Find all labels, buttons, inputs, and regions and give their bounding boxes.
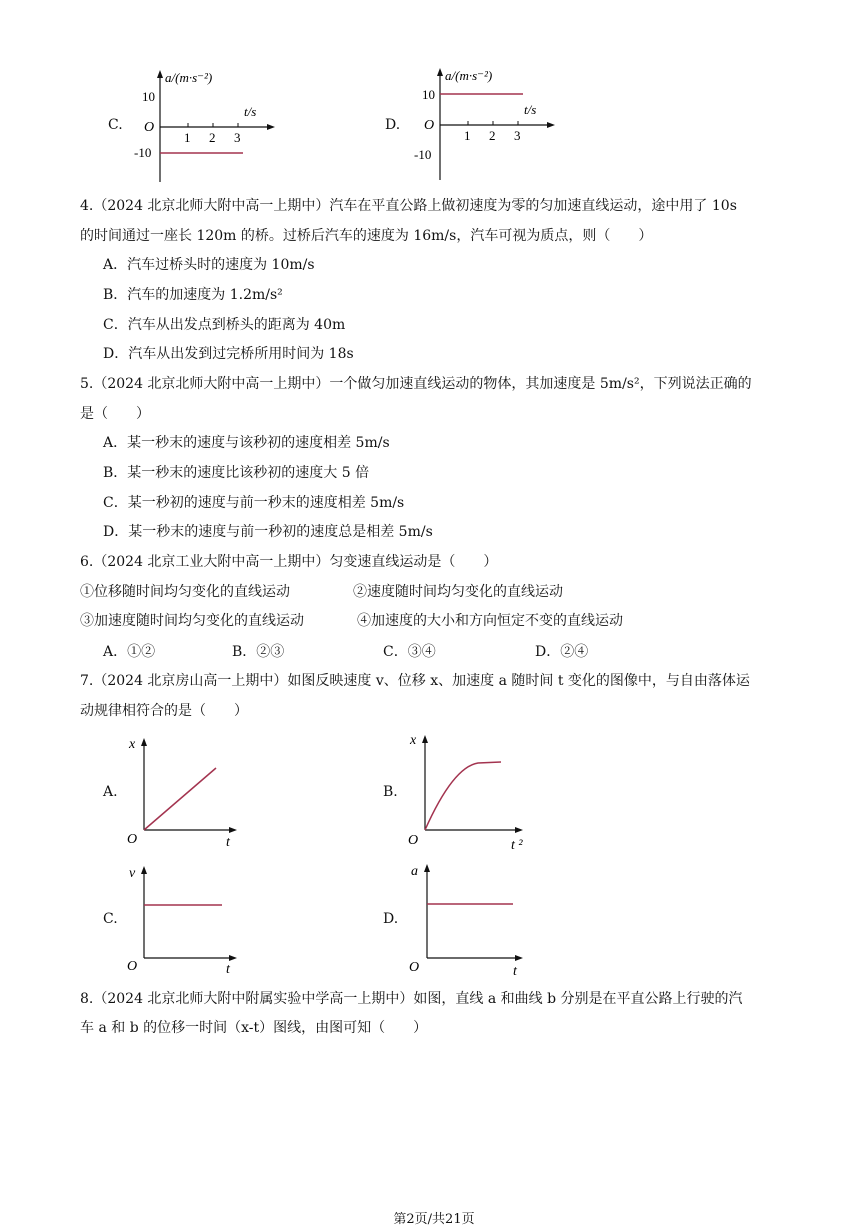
q7-option-c-label: C.	[103, 911, 118, 927]
q3d-ytick-10: 10	[422, 87, 435, 102]
q5-option-b: B．某一秒末的速度比该秒初的速度大 5 倍	[103, 465, 370, 481]
q7a-data-line	[144, 768, 216, 830]
q6-statement-4: ④加速度的大小和方向恒定不变的直线运动	[357, 613, 623, 629]
q5-stem-line1: 5.（2024 北京北师大附中高一上期中）一个做匀加速直线运动的物体，其加速度是 5m/s²，下列说法正确的	[80, 376, 752, 392]
q7-graph-c	[122, 860, 242, 978]
q3d-y-arrow	[437, 68, 443, 76]
q3d-x-arrow	[547, 122, 555, 128]
q5-option-d: D．某一秒末的速度与前一秒初的速度总是相差 5m/s	[103, 524, 433, 540]
q3c-ytick-10: 10	[142, 89, 155, 104]
q3c-xlabel: t/s	[244, 104, 257, 119]
q4-option-d: D．汽车从出发到过完桥所用时间为 18s	[103, 346, 354, 362]
q4-option-b: B．汽车的加速度为 1.2m/s²	[103, 287, 283, 303]
q6-statement-3: ③加速度随时间均匀变化的直线运动	[80, 613, 304, 629]
q5-stem-line2: 是（ ）	[80, 406, 150, 422]
q8-stem-line2: 车 a 和 b 的位移一时间（x-t）图线，由图可知（ ）	[80, 1020, 428, 1036]
q6-stem: 6.（2024 北京工业大附中高一上期中）匀变速直线运动是（ ）	[80, 554, 498, 570]
q3d-ytick-neg10: -10	[414, 147, 432, 162]
q7a-ylabel: x	[129, 737, 136, 752]
q3d-origin: O	[424, 118, 435, 133]
q3-option-d-label: D.	[385, 117, 401, 133]
q3c-y-arrow	[157, 70, 163, 78]
q7d-ylabel: a	[411, 864, 418, 879]
q7-graph-d	[403, 858, 533, 980]
q7d-xlabel: t	[513, 964, 517, 979]
q7-graph-a	[122, 730, 242, 850]
q8-stem-line1: 8.（2024 北京北师大附中附属实验中学高一上期中）如图，直线 a 和曲线 b 分别是在平直公路上行驶的汽	[80, 991, 743, 1007]
q4-stem-line2: 的时间通过一座长 120m 的桥。过桥后汽车的速度为 16m/s，汽车可视为质点，则（ ）	[80, 228, 653, 244]
q7-option-b-label: B.	[383, 784, 398, 800]
q3c-ylabel: a/(m·s⁻²)	[165, 70, 213, 85]
q3-graph-d	[410, 62, 570, 187]
q3d-xlabel: t/s	[524, 102, 537, 117]
q7a-origin: O	[127, 832, 138, 847]
q6-statement-2: ②速度随时间均匀变化的直线运动	[353, 584, 563, 600]
q4-stem-line1: 4.（2024 北京北师大附中高一上期中）汽车在平直公路上做初速度为零的匀加速直线运动，途中用了 10s	[80, 198, 737, 214]
q5-option-c: C．某一秒初的速度与前一秒末的速度相差 5m/s	[103, 495, 405, 511]
q7b-xlabel: t ²	[511, 838, 523, 853]
q7b-ylabel: x	[410, 733, 417, 748]
q7-option-d-label: D.	[383, 911, 399, 927]
q3d-xtick-1: 1	[464, 128, 471, 143]
q7c-origin: O	[127, 959, 138, 974]
q7b-origin: O	[408, 833, 419, 848]
q3c-ytick-neg10: -10	[134, 145, 152, 160]
q7-option-a-label: A.	[103, 784, 118, 800]
q4-option-c: C．汽车从出发点到桥头的距离为 40m	[103, 317, 346, 333]
q6-option-c: C．③④	[383, 644, 436, 660]
q7-stem-line1: 7.（2024 北京房山高一上期中）如图反映速度 v、位移 x、加速度 a 随时间 t 变化的图像中，与自由落体运	[80, 673, 750, 689]
q3d-ylabel: a/(m·s⁻²)	[445, 68, 493, 83]
q4-option-a: A．汽车过桥头时的速度为 10m/s	[103, 257, 315, 273]
q3c-x-arrow	[267, 124, 275, 130]
q7a-xlabel: t	[226, 835, 230, 850]
q7c-ylabel: v	[129, 866, 136, 881]
q3d-xtick-3: 3	[514, 128, 521, 143]
page-footer: 第2页/共21页	[393, 1212, 475, 1227]
q7b-data-curve	[425, 762, 501, 830]
q3-option-c-label: C.	[108, 117, 123, 133]
q7-stem-line2: 动规律相符合的是（ ）	[80, 703, 248, 719]
q6-statement-1: ①位移随时间均匀变化的直线运动	[80, 584, 290, 600]
q6-option-a: A．①②	[103, 644, 156, 660]
q3c-origin: O	[144, 120, 155, 135]
q6-option-d: D．②④	[535, 644, 589, 660]
q3c-xtick-3: 3	[234, 130, 241, 145]
q3c-xtick-1: 1	[184, 130, 191, 145]
q3c-xtick-2: 2	[209, 130, 216, 145]
q7-graph-b	[403, 727, 533, 852]
q6-option-b: B．②③	[232, 644, 285, 660]
q5-option-a: A．某一秒末的速度与该秒初的速度相差 5m/s	[103, 435, 390, 451]
q7d-origin: O	[409, 960, 420, 975]
q3-graph-c	[130, 64, 290, 189]
q7c-xlabel: t	[226, 962, 230, 977]
q3d-xtick-2: 2	[489, 128, 496, 143]
